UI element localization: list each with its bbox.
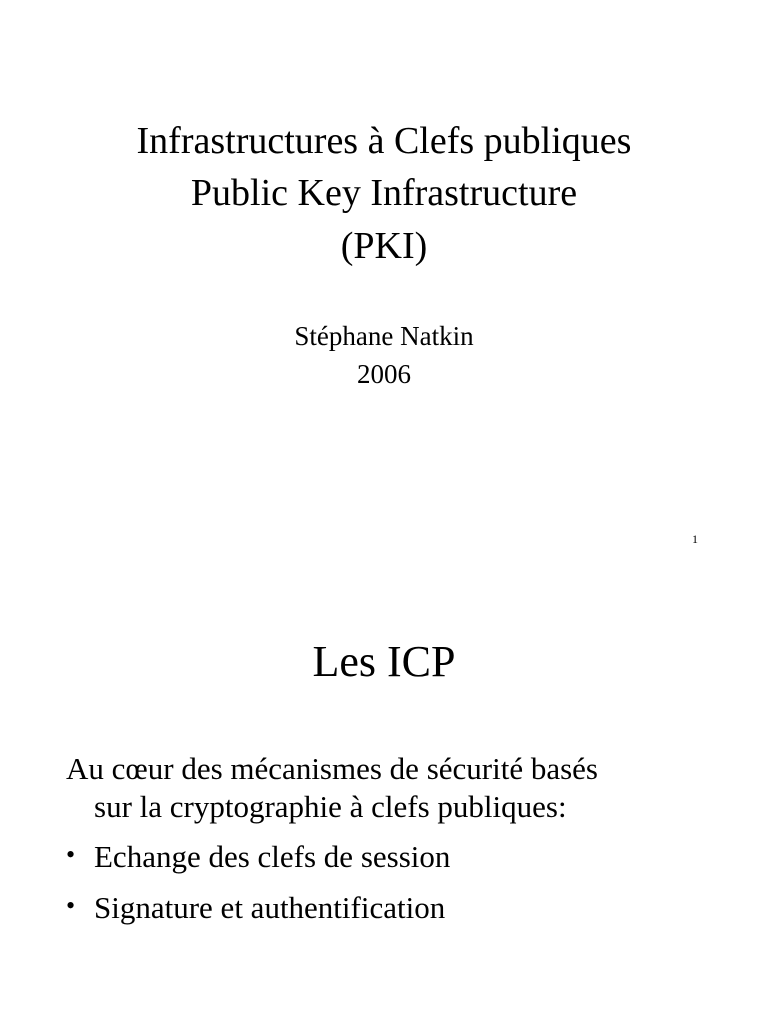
bullet-text: Signature et authentification <box>94 890 446 925</box>
slide-heading: Les ICP <box>312 637 456 686</box>
author-name: Stéphane Natkin <box>294 321 474 351</box>
slide-title-line-2: Public Key Infrastructure <box>190 172 578 214</box>
intro-line-1: Au cœur des mécanismes de sécurité basés <box>66 751 598 786</box>
slide-title-line-3: (PKI) <box>340 225 428 267</box>
intro-paragraph <box>66 750 598 826</box>
presentation-year: 2006 <box>357 359 411 389</box>
bullet-text: Echange des clefs de session <box>94 839 451 874</box>
intro-line-2: sur la cryptographie à clefs publiques: <box>94 789 567 824</box>
slide-title-line-1: Infrastructures à Clefs publiques <box>136 120 632 162</box>
content-slide <box>0 580 768 1024</box>
page-number: 1 <box>692 532 698 546</box>
bullet-icon: • <box>66 891 76 920</box>
bullet-icon: • <box>66 840 76 869</box>
